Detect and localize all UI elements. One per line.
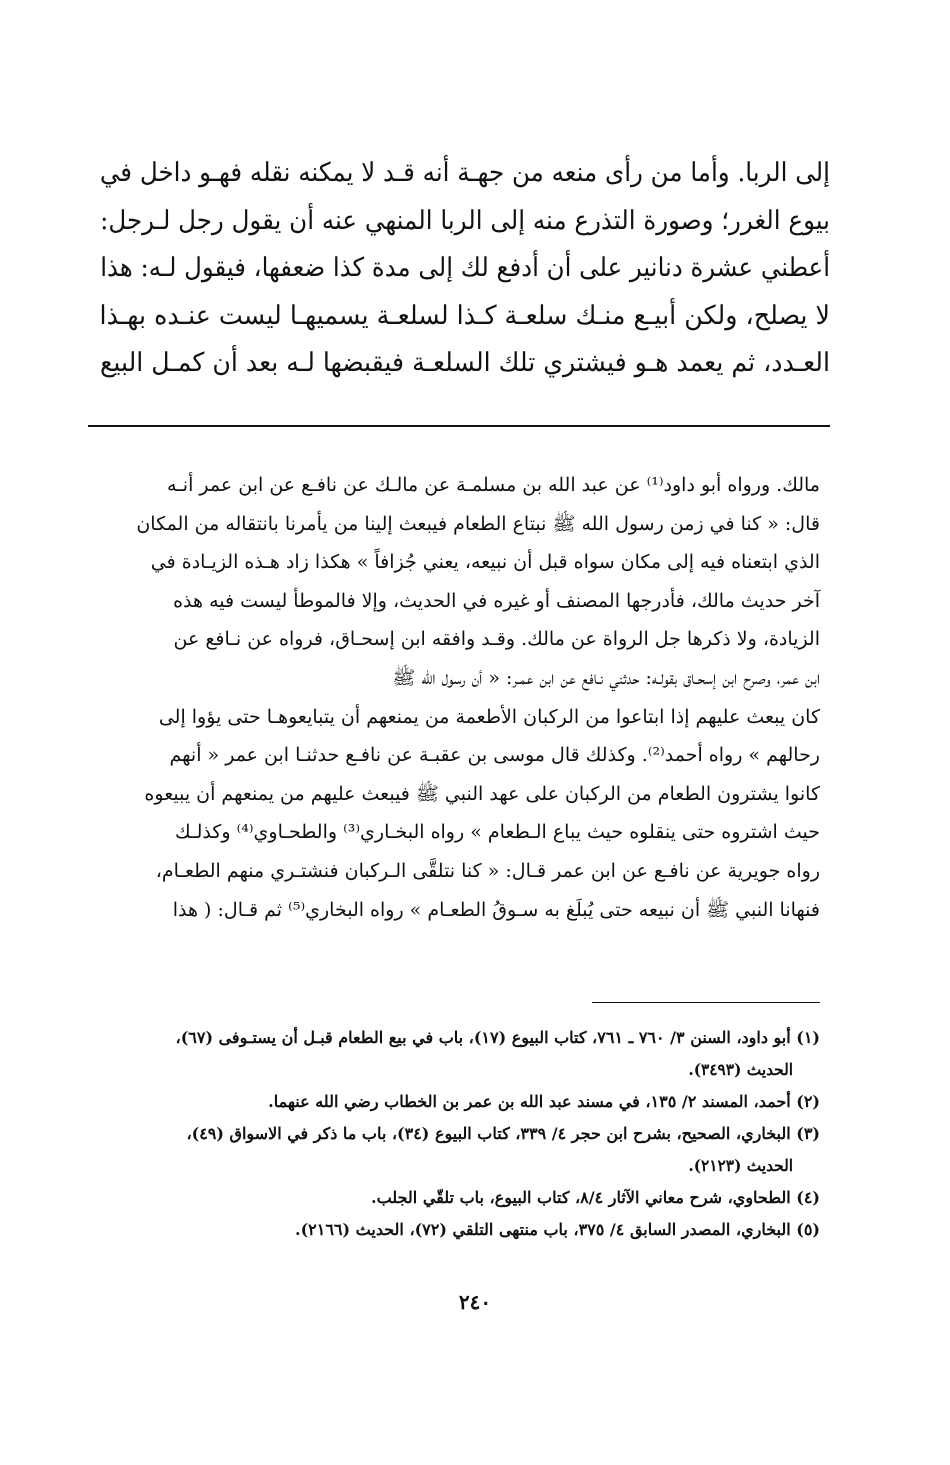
footnote-line: (٢) أحمد، المسند ٢/ ١٣٥، في مسند عبد الله بن عمر بن الخطاب رضي الله عنهما. [268, 1092, 820, 1111]
footnote-line: (١) أبو داود، السنن ٣/ ٧٦٠ ـ ٧٦١، كتاب البيوع (١٧)، باب في بيع الطعام قبـل أن يستـوفى (٦٧)، [175, 1028, 820, 1047]
commentary-line: الذي ابتعناه فيه إلى مكان سواه قبل أن نبيعه، يعني جُزافاً » هكذا زاد هـذه الزيـادة في [150, 551, 820, 574]
footnote-line: الحديث (٣٤٩٣). [688, 1060, 794, 1079]
main-divider [88, 425, 830, 427]
main-line: العـدد، ثم يعمد هـو فيشتري تلك السلعـة فيقبضها لـه بعد أن كمـل البيع [99, 348, 830, 378]
footnote-line: الحديث (٢١٢٣). [688, 1156, 794, 1175]
commentary-line: حيث اشتروه حتى ينقلوه حيث يباع الـطعام » رواه البخـاري⁽³⁾ والطحـاوي⁽⁴⁾ وكذلـك [174, 821, 820, 844]
main-line: لا يصلح، ولكن أبيـع منـك سلعـة كـذا لسلعـة يسميهـا ليست عنـده بهـذا [99, 300, 831, 331]
commentary-line: مالك. ورواه أبو داود⁽¹⁾ عن عبد الله بن مسلمـة عن مالـك عن نافـع عن ابن عمر أنـه [167, 474, 820, 496]
main-text [100, 150, 830, 388]
commentary-line: قال: « كنا في زمن رسول الله ﷺ نبتاع الطعام فيبعث إلينا من يأمرنا بانتقاله من المكان [136, 512, 820, 535]
commentary-line: آخر حديث مالك، فأدرجها المصنف أو غيره في الحديث، وإلا فالموطأ ليست فيه هذه [173, 589, 820, 612]
commentary-text [90, 466, 820, 929]
main-line: إلى الربا. وأما من رأى منعه من جهـة أنه قـد لا يمكنه نقله فهـو داخل في [99, 158, 830, 188]
commentary-line: الزيادة، ولا ذكرها جل الرواة عن مالك. وقـد وافقه ابن إسحـاق، فرواه عن نـافع عن [173, 628, 820, 651]
commentary-line: فنهانا النبي ﷺ أن نبيعه حتى يُبلَغ به سـوقُ الطعـام » رواه البخاري⁽⁵⁾ ثم قـال: ( هذا [172, 898, 820, 921]
footnote-divider [592, 1002, 820, 1003]
commentary-line: ابن عمر، وصرح ابن إسحـاق بقولـه: حدثني نـافع عن ابن عمـر: « أن رسول الله ﷺ [392, 666, 820, 689]
footnotes [90, 1022, 820, 1246]
main-line: بيوع الغرر؛ وصورة التذرع منه إلى الربا المنهي عنه أن يقول رجل لـرجل: [100, 205, 830, 236]
commentary-line: رواه جويرية عن نافـع عن ابن عمر قـال: « كنا نتلقَّى الـركبان فنشتـري منهم الطعـام، [155, 859, 820, 882]
footnote-line: (٤) الطحاوي، شرح معاني الآثار ٨/٤، كتاب البيوع، باب تلقّي الجلب. [371, 1188, 820, 1207]
page-number: ٢٤٠ [458, 1290, 492, 1314]
commentary-line: كانوا يشترون الطعام من الركبان على عهد النبي ﷺ فيبعث عليهم من يمنعهم أن يبيعوه [144, 782, 820, 805]
commentary-line: رحالهم » رواه أحمد⁽²⁾. وكذلك قال موسى بن عقبـة عن نافـع حدثنـا ابن عمر « أنهم [169, 744, 820, 767]
footnote-line: (٣) البخاري، الصحيح، بشرح ابن حجر ٤/ ٣٣٩، كتاب البيوع (٣٤)، باب ما ذكر في الاسواق (٤٩)، [186, 1124, 820, 1143]
main-line: أعطني عشرة دنانير على أن أدفع لك إلى مدة كذا ضعفها، فيقول لـه: هذا [100, 253, 830, 283]
footnote-line: (٥) البخاري، المصدر السابق ٤/ ٣٧٥، باب منتهى التلقي (٧٢)، الحديث (٢١٦٦). [295, 1220, 820, 1239]
commentary-line: كان يبعث عليهم إذا ابتاعوا من الركبان الأطعمة من يمنعهم أن يتبايعوهـا حتى يؤوا إلى [158, 705, 820, 728]
